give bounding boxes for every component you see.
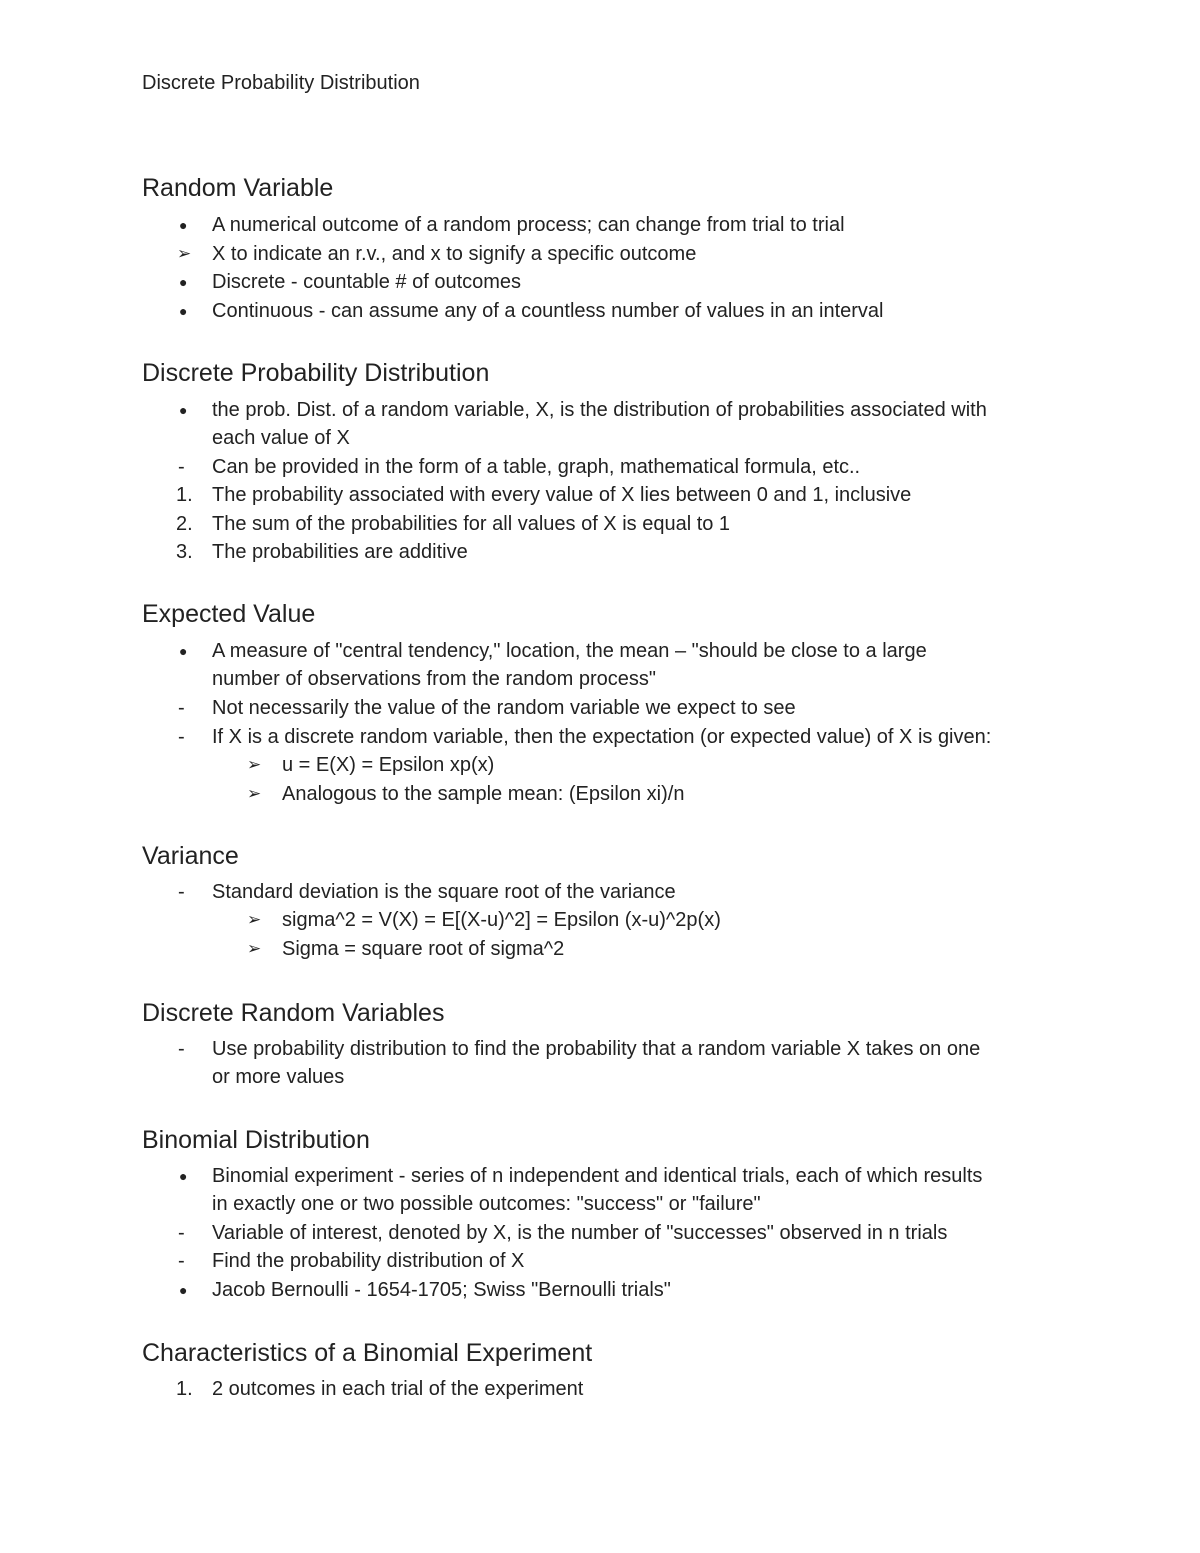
list-item: [176, 1375, 584, 1404]
section-heading-random-variable: Random Variable: [142, 174, 334, 202]
section-heading-variance: Variance: [142, 842, 239, 870]
list-item-text: Jacob Bernoulli - 1654-1705; Swiss "Bernoulli trials": [212, 1279, 671, 1301]
list-item-text: sigma^2 = V(X) = E[(X-u)^2] = Epsilon (x-u)^2p(x): [282, 909, 721, 931]
list-item-continuation: [212, 424, 350, 453]
list-item-text: Discrete - countable # of outcomes: [212, 271, 522, 293]
number-marker: 3.: [176, 541, 193, 563]
arrow-marker: ➢: [247, 784, 262, 803]
dash-marker: -: [178, 726, 185, 748]
list-item: [178, 878, 676, 907]
list-item-text: Standard deviation is the square root of the variance: [212, 881, 676, 903]
bullet-marker: ●: [179, 1168, 188, 1184]
list-item: [176, 538, 468, 567]
bullet-marker: ●: [179, 1282, 188, 1298]
section-heading-expected-value: Expected Value: [142, 600, 316, 628]
dash-marker: -: [178, 456, 185, 478]
list-item-continuation: [212, 1063, 344, 1092]
dash-marker: -: [178, 881, 185, 903]
bullet-marker: ●: [179, 217, 188, 233]
list-item-text: Continuous - can assume any of a countless number of values in an interval: [212, 300, 884, 322]
list-item-text: Analogous to the sample mean: (Epsilon xi)/n: [282, 783, 685, 805]
list-item-text: A numerical outcome of a random process; can change from trial to trial: [212, 214, 845, 236]
document-title: Discrete Probability Distribution: [142, 72, 420, 94]
bullet-marker: ●: [179, 274, 188, 290]
list-item: [178, 453, 861, 482]
arrow-marker: ➢: [247, 755, 262, 774]
list-item-text: each value of X: [212, 427, 350, 449]
list-item-text: X to indicate an r.v., and x to signify a specific outcome: [212, 243, 697, 265]
bullet-marker: ●: [179, 402, 188, 418]
list-item-text: The probability associated with every value of X lies between 0 and 1, inclusive: [212, 484, 912, 506]
list-item-text: in exactly one or two possible outcomes: "success" or "failure": [212, 1193, 761, 1215]
list-item-text: Sigma = square root of sigma^2: [282, 938, 565, 960]
arrow-marker: ➢: [177, 244, 192, 263]
list-item-text: Can be provided in the form of a table, graph, mathematical formula, etc..: [212, 456, 861, 478]
list-item: [177, 240, 697, 269]
sub-list-item: [247, 780, 685, 809]
list-item-continuation: [212, 665, 656, 694]
dash-marker: -: [178, 1250, 185, 1272]
list-item: [178, 1219, 948, 1248]
sub-list-item: [247, 906, 721, 935]
list-item-text: Use probability distribution to find the probability that a random variable X takes on one: [212, 1038, 981, 1060]
dash-marker: -: [178, 1222, 185, 1244]
list-item-text: Not necessarily the value of the random variable we expect to see: [212, 697, 796, 719]
number-marker: 1.: [176, 484, 193, 506]
arrow-marker: ➢: [247, 910, 262, 929]
list-item: [176, 510, 731, 539]
list-item: [179, 396, 987, 425]
arrow-marker: ➢: [247, 939, 262, 958]
list-item-text: the prob. Dist. of a random variable, X, is the distribution of probabilities associated with: [212, 399, 987, 421]
list-item-text: or more values: [212, 1066, 345, 1088]
list-item: [178, 1247, 525, 1276]
list-item: [179, 1276, 671, 1305]
sub-list-item: [247, 751, 495, 780]
bullet-marker: ●: [179, 643, 188, 659]
list-item-continuation: [212, 1190, 761, 1219]
list-item-text: If X is a discrete random variable, then the expectation (or expected value) of X is given:: [212, 726, 992, 748]
list-item-text: Binomial experiment - series of n independent and identical trials, each of which results: [212, 1165, 983, 1187]
number-marker: 2.: [176, 513, 193, 535]
list-item-text: number of observations from the random process": [212, 668, 656, 690]
list-item: [179, 637, 927, 666]
list-item-text: Find the probability distribution of X: [212, 1250, 525, 1272]
dash-marker: -: [178, 1038, 185, 1060]
section-heading-binomial-distribution: Binomial Distribution: [142, 1126, 370, 1154]
sub-list-item: [247, 935, 565, 964]
section-heading-discrete-probability-distribution: Discrete Probability Distribution: [142, 359, 490, 387]
list-item: [176, 481, 912, 510]
list-item-text: A measure of "central tendency," location, the mean – "should be close to a large: [212, 640, 927, 662]
list-item-text: The probabilities are additive: [212, 541, 468, 563]
list-item: [178, 1035, 981, 1064]
list-item-text: 2 outcomes in each trial of the experiment: [212, 1378, 584, 1400]
list-item-text: u = E(X) = Epsilon xp(x): [282, 754, 495, 776]
number-marker: 1.: [176, 1378, 193, 1400]
bullet-marker: ●: [179, 303, 188, 319]
list-item-text: The sum of the probabilities for all values of X is equal to 1: [212, 513, 731, 535]
list-item: [179, 211, 845, 240]
list-item: [179, 268, 522, 297]
list-item: [178, 694, 796, 723]
list-item: [178, 723, 992, 752]
dash-marker: -: [178, 697, 185, 719]
list-item: [179, 1162, 983, 1191]
list-item: [179, 297, 884, 326]
section-heading-characteristics-binomial-experiment: Characteristics of a Binomial Experiment: [142, 1339, 593, 1367]
list-item-text: Variable of interest, denoted by X, is the number of "successes" observed in n trials: [212, 1222, 948, 1244]
section-heading-discrete-random-variables: Discrete Random Variables: [142, 999, 445, 1027]
